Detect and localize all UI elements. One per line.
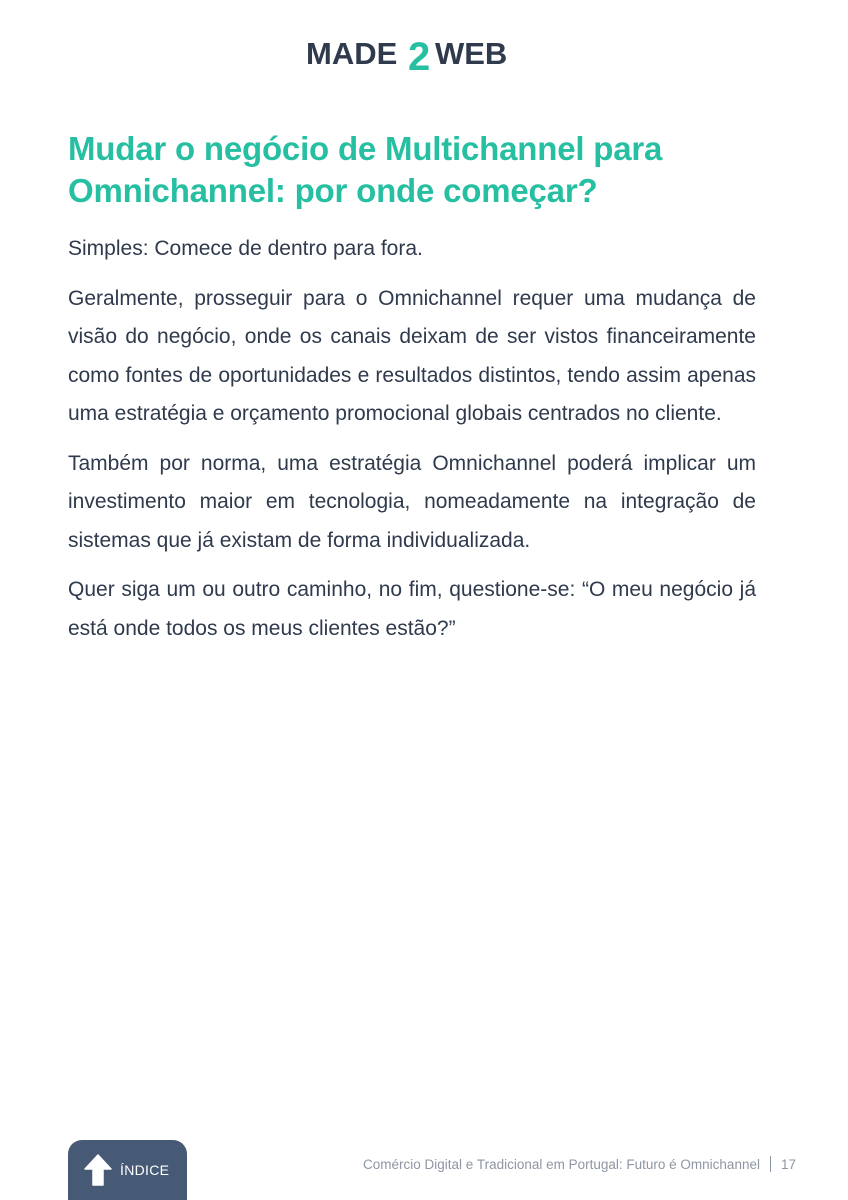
arrow-up-icon bbox=[84, 1154, 112, 1186]
article-body bbox=[68, 230, 756, 659]
logo-text-made: MADE bbox=[306, 36, 398, 71]
page-title: Mudar o negócio de Multichannel para Omnichannel: por onde começar? bbox=[68, 130, 663, 209]
logo-text-accent: 2 bbox=[408, 35, 431, 74]
paragraph-question: Quer siga um ou outro caminho, no fim, questione-se: “O meu negócio já está onde todos os meus clientes estão?” bbox=[68, 578, 756, 640]
index-button[interactable] bbox=[68, 1140, 187, 1200]
paragraph-vision: Geralmente, prosseguir para o Omnichannel requer uma mudança de visão do negócio, onde os canais deixam de ser vistos financeiramente como fontes de oportunidades e resultados distintos, tendo assim apenas uma estratégia e orçamento promocional globais centrados no cliente. bbox=[68, 286, 756, 425]
footer-divider bbox=[770, 1156, 771, 1172]
page-footer bbox=[363, 1156, 796, 1172]
paragraph-technology: Também por norma, uma estratégia Omnichannel poderá implicar um investimento maior em tecnologia, nomeadamente na integração de sistemas que já existam de forma individualizada. bbox=[68, 451, 756, 552]
index-button-label: ÍNDICE bbox=[120, 1162, 170, 1178]
made2web-logo bbox=[306, 28, 522, 74]
paragraph-intro: Simples: Comece de dentro para fora. bbox=[68, 237, 423, 260]
logo-text-web: WEB bbox=[435, 36, 508, 71]
page-number: 17 bbox=[780, 1156, 796, 1172]
document-title: Comércio Digital e Tradicional em Portugal: Futuro é Omnichannel bbox=[363, 1156, 760, 1172]
